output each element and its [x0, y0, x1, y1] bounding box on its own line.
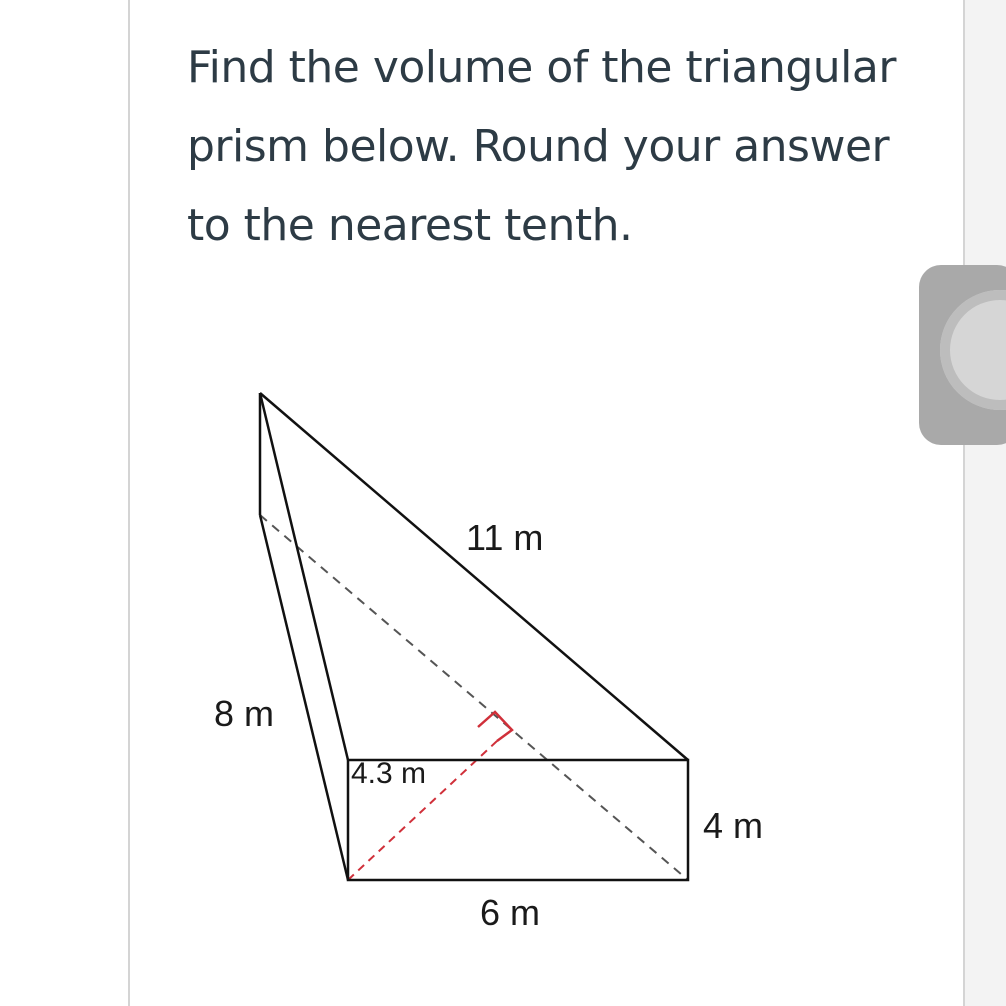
- question-text: Find the volume of the triangular prism below. Round your answer to the nearest tenth.: [187, 42, 896, 251]
- label-height: 4.3 m: [351, 757, 427, 790]
- label-side: 4 m: [703, 805, 764, 846]
- edge-hypotenuse-front: [260, 393, 688, 760]
- hidden-edge-back-hypotenuse: [260, 515, 688, 880]
- label-hypotenuse: 11 m: [466, 517, 544, 558]
- label-prism-length: 8 m: [214, 693, 275, 734]
- label-base: 6 m: [480, 892, 541, 933]
